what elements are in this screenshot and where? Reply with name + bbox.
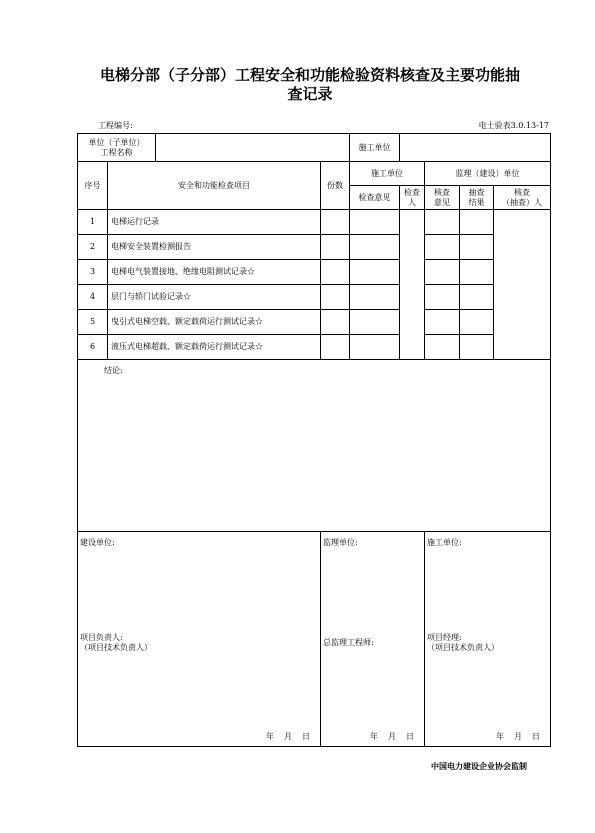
- row-inspect-opinion-cell[interactable]: [350, 210, 400, 235]
- col-check-opinion: 核查 意见: [425, 186, 460, 210]
- row-no: 4: [78, 285, 108, 310]
- contractor-label: 施工单位: [350, 134, 400, 162]
- row-no: 2: [78, 235, 108, 260]
- col-group-contractor: 施工单位: [350, 162, 425, 186]
- row-sample-result-cell[interactable]: [460, 335, 494, 360]
- table-row: [78, 310, 551, 335]
- row-sample-result-cell[interactable]: [460, 210, 494, 235]
- row-sample-result-cell[interactable]: [460, 260, 494, 285]
- row-check-opinion-cell[interactable]: [425, 235, 460, 260]
- issuer-footer: 中国电力建设企业协会监制: [431, 762, 527, 771]
- unit-name-field[interactable]: [156, 134, 350, 162]
- row-copies-cell[interactable]: [321, 210, 350, 235]
- row-copies-cell[interactable]: [321, 285, 350, 310]
- inspector-cell[interactable]: [400, 210, 425, 360]
- checker-cell[interactable]: [494, 210, 551, 360]
- row-item: 电梯运行记录: [108, 210, 321, 235]
- row-copies-cell[interactable]: [321, 310, 350, 335]
- col-inspector: 检查 人: [400, 186, 425, 210]
- col-item: 安全和功能检查项目: [108, 162, 321, 210]
- conclusion-label: 结论:: [104, 366, 123, 375]
- conclusion-area[interactable]: [78, 360, 551, 532]
- row-inspect-opinion-cell[interactable]: [350, 235, 400, 260]
- owner-org-label: 建设单位:: [80, 538, 115, 547]
- table-row: [78, 260, 551, 285]
- row-no: 1: [78, 210, 108, 235]
- row-inspect-opinion-cell[interactable]: [350, 335, 400, 360]
- col-seq: 序号: [78, 162, 108, 210]
- row-inspect-opinion-cell[interactable]: [350, 310, 400, 335]
- form-title-line-2: 查记录: [287, 85, 333, 103]
- table-row: [78, 335, 551, 360]
- row-no: 5: [78, 310, 108, 335]
- row-item: 层门与轿门试验记录☆: [108, 285, 321, 310]
- col-inspect-opinion: 检查意见: [350, 186, 400, 210]
- contractor-date: 年 月 日: [496, 732, 540, 741]
- contractor-org-label: 施工单位:: [427, 538, 462, 547]
- row-check-opinion-cell[interactable]: [425, 335, 460, 360]
- row-copies-cell[interactable]: [321, 335, 350, 360]
- row-check-opinion-cell[interactable]: [425, 210, 460, 235]
- row-sample-result-cell[interactable]: [460, 285, 494, 310]
- col-sample-result: 抽查 结果: [460, 186, 494, 210]
- row-item: 电梯安全装置检测报告: [108, 235, 321, 260]
- form-code: 电土验表3.0.13-17: [478, 121, 549, 130]
- row-copies-cell[interactable]: [321, 260, 350, 285]
- row-sample-result-cell[interactable]: [460, 310, 494, 335]
- project-no-label: 工程编号:: [98, 121, 133, 130]
- form-title-line-1: 电梯分部（子分部）工程安全和功能检验资料核查及主要功能抽: [99, 66, 520, 84]
- owner-date: 年 月 日: [266, 732, 310, 741]
- owner-responsible-label: 项目负责人: （项目技术负责人）: [80, 633, 152, 652]
- row-copies-cell[interactable]: [321, 235, 350, 260]
- signature-contractor[interactable]: [425, 532, 551, 747]
- supervision-date: 年 月 日: [370, 732, 414, 741]
- signature-supervision[interactable]: [321, 532, 425, 747]
- row-no: 6: [78, 335, 108, 360]
- col-group-supervision: 监理（建设）单位: [425, 162, 551, 186]
- table-row: [78, 285, 551, 310]
- row-item: 曳引式电梯空载、额定载荷运行测试记录☆: [108, 310, 321, 335]
- row-inspect-opinion-cell[interactable]: [350, 285, 400, 310]
- contractor-responsible-label: 项目经理: （项目技术负责人）: [427, 633, 499, 652]
- signature-owner[interactable]: [78, 532, 321, 747]
- table-row: [78, 235, 551, 260]
- row-inspect-opinion-cell[interactable]: [350, 260, 400, 285]
- row-check-opinion-cell[interactable]: [425, 285, 460, 310]
- row-item: 电梯电气装置接地、绝缘电阻测试记录☆: [108, 260, 321, 285]
- contractor-field[interactable]: [400, 134, 551, 162]
- col-copies: 份数: [321, 162, 350, 210]
- col-checker: 核查 （抽查）人: [494, 186, 551, 210]
- row-check-opinion-cell[interactable]: [425, 310, 460, 335]
- table-row: [78, 210, 551, 235]
- row-check-opinion-cell[interactable]: [425, 260, 460, 285]
- row-item: 液压式电梯超载、额定载荷运行测试记录☆: [108, 335, 321, 360]
- row-no: 3: [78, 260, 108, 285]
- inspection-table: [77, 133, 551, 747]
- unit-name-label: 单位（子单位） 工程名称: [78, 134, 156, 162]
- row-sample-result-cell[interactable]: [460, 235, 494, 260]
- supervision-org-label: 监理单位:: [323, 538, 358, 547]
- supervision-responsible-label: 总监理工程师:: [323, 638, 374, 647]
